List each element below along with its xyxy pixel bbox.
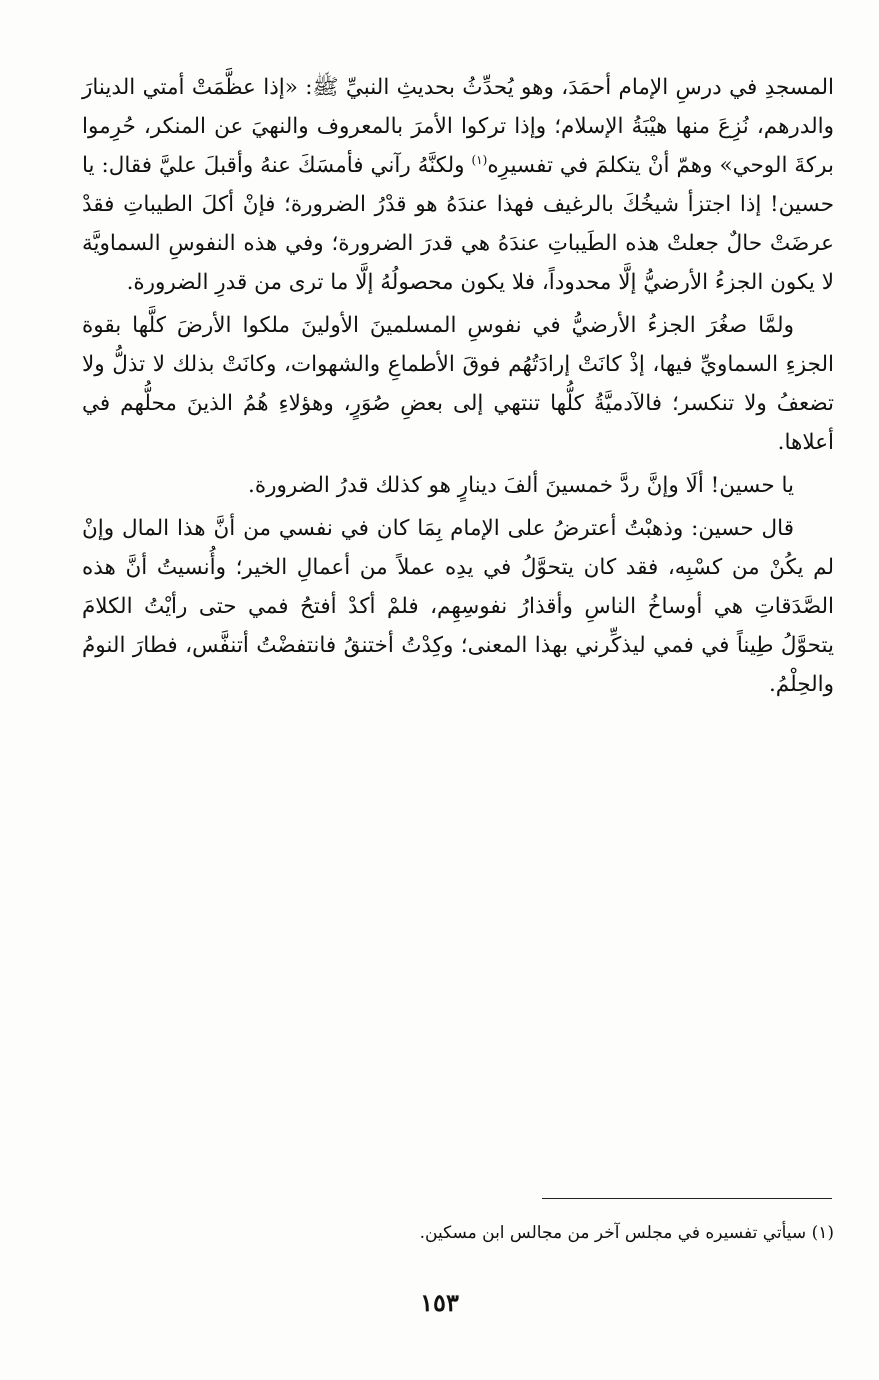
paragraph-1-part-2: ولكنَّهُ رآني فأمسَكَ عنهُ وأقبلَ عليَّ فقال: يا حسين! إذا اجتزأ شيخُكَ بالرغيف فهذا عندَهُ هو قدْرُ الضرورة؛ فإنْ أكلَ الطيباتِ فقدْ عرضَتْ حالٌ جعلتْ هذه الطَيباتِ عندَهُ هي قدرَ الضرورة؛ وفي هذه النفوسِ السماويَّة لا يكون الجزءُ الأرضيُّ إلَّا محدوداً، فلا يكون محصولُهُ إلَّا ما ترى من قدرِ الضرورة.	[82, 153, 834, 295]
paragraph-4: قال حسين: وذهبْتُ أعترضُ على الإمام بِمَا كان في نفسي من أنَّ هذا المال وإنْ لم يكُنْ من كسْبِه، فقد كان يتحوَّلُ في يدِه عملاً من أعمالِ الخير؛ وأُنسيتُ أنَّ هذه الصَّدَقاتِ هي أوساخُ الناسِ وأقذارُ نفوسِهِم، فلمْ أكدْ أفتحُ فمي حتى رأيْتُ الكلامَ يتحوَّلُ طِيناً في فمي ليذكِّرني بهذا المعنى؛ وكِدْتُ أختنقُ فانتفضْتُ أتنفَّس، فطارَ النومُ والحِلْمُ.	[82, 516, 834, 697]
main-text	[82, 68, 834, 708]
paragraph-3: يا حسين! ألَا وإنَّ ردَّ خمسينَ ألفَ دينارٍ هو كذلك قدرُ الضرورة.	[247, 473, 794, 498]
footnote-divider	[542, 1198, 832, 1199]
page-number: ١٥٣	[420, 1288, 459, 1317]
footnote-marker: (١)	[471, 152, 488, 167]
paragraph-2: ولمَّا صغُرَ الجزءُ الأرضيُّ في نفوسِ المسلمينَ الأولينَ ملكوا الأرضَ كلَّها بقوة الجزءِ السماويِّ فيها، إذْ كانَتْ إرادَتُهُم فوقَ الأطماعِ والشهوات، وكانَتْ بذلك لا تذلُّ ولا تضعفُ ولا تنكسر؛ فالآدميَّةُ كلُّها تنتهي إلى بعضِ صُوَرٍ، وهؤلاءِ هُمُ الذينَ محلُّهم في أعلاها.	[82, 313, 834, 455]
paragraph-1	[82, 68, 834, 302]
paragraph-1-part-1: المسجدِ في درسِ الإمام أحمَدَ، وهو يُحدِّثُ بحديثِ النبيِّ ﷺ: «إذا عظَّمَتْ أمتي الدينارَ والدرهم، نُزِعَ منها هيْبَةُ الإسلام؛ وإذا تركوا الأمرَ بالمعروف والنهيَ عن المنكر، حُرِموا بركةَ الوحي» وهمّ أنْ يتكلمَ في تفسيرِه	[82, 75, 834, 178]
footnote: (١) سيأتي تفسيره في مجلس آخر من مجالس ابن مسكين.	[419, 1223, 834, 1243]
